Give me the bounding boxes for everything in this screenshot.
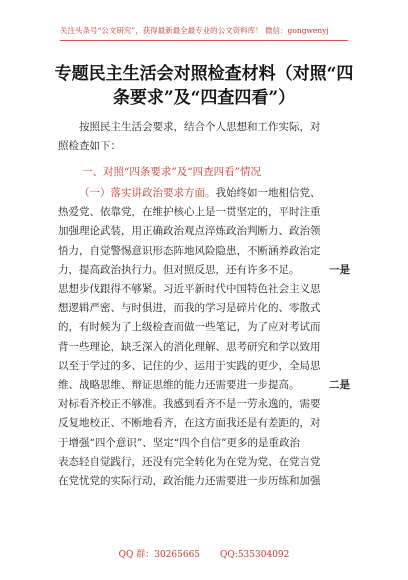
point-two-label: 二是	[329, 379, 350, 392]
body-text: 我始终如一地相信党、	[215, 187, 321, 199]
body-line: 反复地校正、不断地看齐，在这方面我还是有差距的，对	[58, 417, 321, 430]
body-line: 于增强“四个意识”、坚定“四个自信”更多的是重政治	[58, 436, 300, 449]
intro-line-1: 按照民主生活会要求，结合个人思想和工作实际，对	[79, 121, 321, 133]
body-line: 加强理论武装，用正确政治观点淬炼政治判断力、政治领	[58, 225, 321, 238]
body-line	[58, 376, 350, 395]
body-line: 想逻辑严密、与时俱进，而我的学习是碎片化的、零散式	[58, 302, 321, 315]
body-line: 背一些理论，缺乏深入的消化理解、思考研究和学以致用	[58, 340, 321, 353]
body-line	[58, 184, 350, 203]
intro-line-2: 照检查如下：	[58, 140, 121, 153]
title-line-1: 专题民主生活会对照检查材料（对照“四	[54, 64, 354, 84]
body-line	[58, 261, 350, 280]
document-title	[40, 62, 368, 110]
body-text: 维、战略思维、辩证思维的能力还需要进一步提高。	[58, 379, 300, 392]
point-one-label: 一是	[329, 263, 350, 276]
page-footer	[0, 548, 408, 562]
footer-qq: QQ:535304092	[220, 550, 290, 560]
section-heading: 一、对照“四条要求”及“四查四看”情况	[82, 166, 261, 178]
footer-qq-group: QQ 群：30265665	[118, 550, 201, 560]
body-line: 悟力，自觉警惕意识形态阵地风险隐患，不断涵养政治定	[58, 244, 321, 257]
body-line: 对标看齐校正不够准。我感到看齐不是一劳永逸的，需要	[58, 398, 321, 411]
body-line: 在党忧党的实际行动，政治能力还需要进一步历练和加强	[58, 475, 321, 488]
header-banner: 关注头条号“公文研究”，获得最新最全最专业的公文资料库！ 微信：gongwenyj	[60, 22, 348, 41]
subsection-label: （一）落实讲政治要求方面。	[79, 187, 216, 199]
intro-paragraph	[58, 118, 350, 156]
body-line: 以至于学过的多、记住的少、运用于实践的更少，全局思	[58, 359, 321, 372]
body-line: 热爱党、依靠党，在维护核心上是一贯坚定的，平时注重	[58, 206, 321, 219]
body-line: 思想步伐跟得不够紧。习近平新时代中国特色社会主义思	[58, 283, 321, 296]
body-line: 的，有时候为了上级检查而做一些笔记，为了应对考试而	[58, 321, 321, 334]
title-line-2: 条要求”及“四查四看”）	[112, 88, 296, 108]
body-text: 力，提高政治执行力。但对照反思，还有许多不足。	[58, 263, 300, 276]
body-paragraph	[58, 184, 350, 491]
body-line: 表态轻自觉践行，还没有完全转化为在党为党、在党言党	[58, 455, 321, 468]
